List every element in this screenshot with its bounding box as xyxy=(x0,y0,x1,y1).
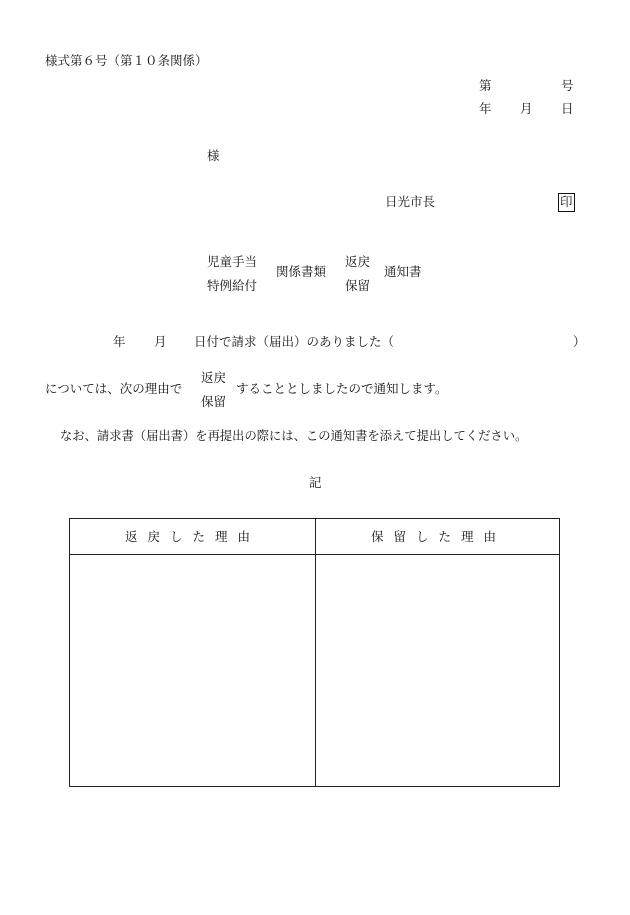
record-mark: 記 xyxy=(309,475,322,490)
addressee-suffix: 様 xyxy=(207,148,220,163)
date-day-label: 日 xyxy=(561,101,574,116)
body-date-rest: 日付で請求（届出）のありました（ xyxy=(194,334,395,349)
date-year-label: 年 xyxy=(479,101,492,116)
form-id: 様式第６号（第１０条関係） xyxy=(45,53,208,68)
return-reason-header: 返戻した理由 xyxy=(124,529,260,544)
number-suffix: 号 xyxy=(561,78,574,93)
hold-reason-cell[interactable] xyxy=(316,555,559,786)
title-notice: 通知書 xyxy=(384,264,422,279)
issuer-name: 日光市長 xyxy=(385,194,436,209)
title-documents: 関係書類 xyxy=(276,264,327,279)
title-allowance-1: 児童手当 xyxy=(207,254,258,269)
body-date-year: 年 xyxy=(113,334,126,349)
return-reason-cell[interactable] xyxy=(70,555,315,786)
hold-reason-header: 保留した理由 xyxy=(370,529,506,544)
reason-table xyxy=(69,518,560,787)
title-action-2: 保留 xyxy=(345,278,371,293)
number-prefix: 第 xyxy=(479,78,492,93)
body-action-2: 保留 xyxy=(201,394,227,409)
title-allowance-2: 特例給付 xyxy=(207,278,258,293)
body-line2-start: については、次の理由で xyxy=(45,381,183,396)
body-action-1: 返戻 xyxy=(201,370,227,385)
seal-mark: 印 xyxy=(558,193,575,212)
date-month-label: 月 xyxy=(520,101,533,116)
title-action-1: 返戻 xyxy=(345,254,371,269)
body-line3: なお、請求書（届出書）を再提出の際には、この通知書を添えて提出してください。 xyxy=(60,429,528,443)
body-close-paren: ） xyxy=(573,334,586,349)
body-line2-end: することとしましたので通知します。 xyxy=(236,381,448,396)
body-date-month: 月 xyxy=(154,334,167,349)
